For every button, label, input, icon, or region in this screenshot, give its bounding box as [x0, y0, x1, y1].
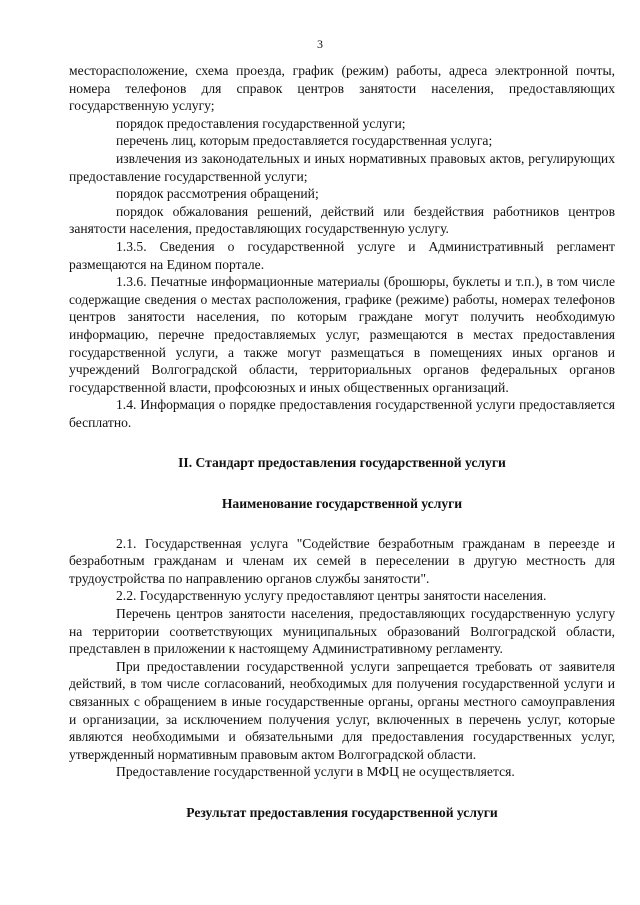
paragraph: перечень лиц, которым предоставляется государственная услуга;: [116, 133, 493, 149]
section-heading: II. Стандарт предоставления государственной услуги: [178, 455, 506, 471]
paragraph: Перечень центров занятости населения, предоставляющих государственную услугу на территории соответствующих муниципальных образований Волгоградской области, представлен в приложении к настоящему Административному регламенту.: [69, 606, 615, 657]
paragraph: порядок рассмотрения обращений;: [116, 186, 319, 202]
paragraph: 1.3.5. Сведения о государственной услуге и Административный регламент размещаются на Едином портале.: [69, 238, 615, 272]
subheading-service-name: Наименование государственной услуги: [221, 496, 463, 512]
paragraph: порядок предоставления государственной услуги;: [116, 115, 406, 131]
paragraph: 1.4. Информация о порядке предоставления государственной услуги предоставляется бесплатно.: [69, 397, 615, 430]
subheading-service-result: Результат предоставления государственной услуги: [186, 804, 498, 820]
page-number: 3: [317, 37, 323, 51]
paragraph: Предоставление государственной услуги в МФЦ не осуществляется.: [116, 764, 515, 780]
document-body: [69, 62, 615, 822]
paragraph: 1.3.6. Печатные информационные материалы (брошюры, буклеты и т.п.), в том числе содержащие сведения о местах расположения, графике (режиме) работы, номерах телефонов центров занятости населения, по которым граждане могут получить необходимую информацию, перечне предоставляемых услуг, размещаются в местах предоставления государственной услуги, а также могут размещаться в помещениях иных органов и учреждений Волгоградской области, территориальных органов федеральных органов государственной власти, профсоюзных и иных общественных организаций.: [69, 274, 615, 395]
paragraph: 2.1. Государственная услуга "Содействие безработным гражданам в переезде и безработным гражданам и членам их семей в переселении в другую местность для трудоустройства по направлению органов службы занятости".: [69, 535, 615, 586]
paragraph: 2.2. Государственную услугу предоставляют центры занятости населения.: [116, 588, 547, 604]
paragraph: При предоставлении государственной услуги запрещается требовать от заявителя действий, в том числе согласований, необходимых для получения государственной услуги и связанных с обращением в иные государственные органы, органы местного самоуправления и организации, за исключением получения услуг, включенных в перечень услуг, которые являются необходимыми и обязательными для предоставления государственных услуг, утвержденный нормативным правовым актом Волгоградской области.: [69, 658, 615, 762]
paragraph: месторасположение, схема проезда, график (режим) работы, адреса электронной почты, номера телефонов для справок центров занятости населения, предоставляющих государственную услугу;: [69, 63, 615, 114]
paragraph: извлечения из законодательных и иных нормативных правовых актов, регулирующих предоставление государственной услуги;: [69, 150, 615, 184]
paragraph: порядок обжалования решений, действий или бездействия работников центров занятости населения, предоставляющих государственную услугу.: [69, 203, 615, 237]
